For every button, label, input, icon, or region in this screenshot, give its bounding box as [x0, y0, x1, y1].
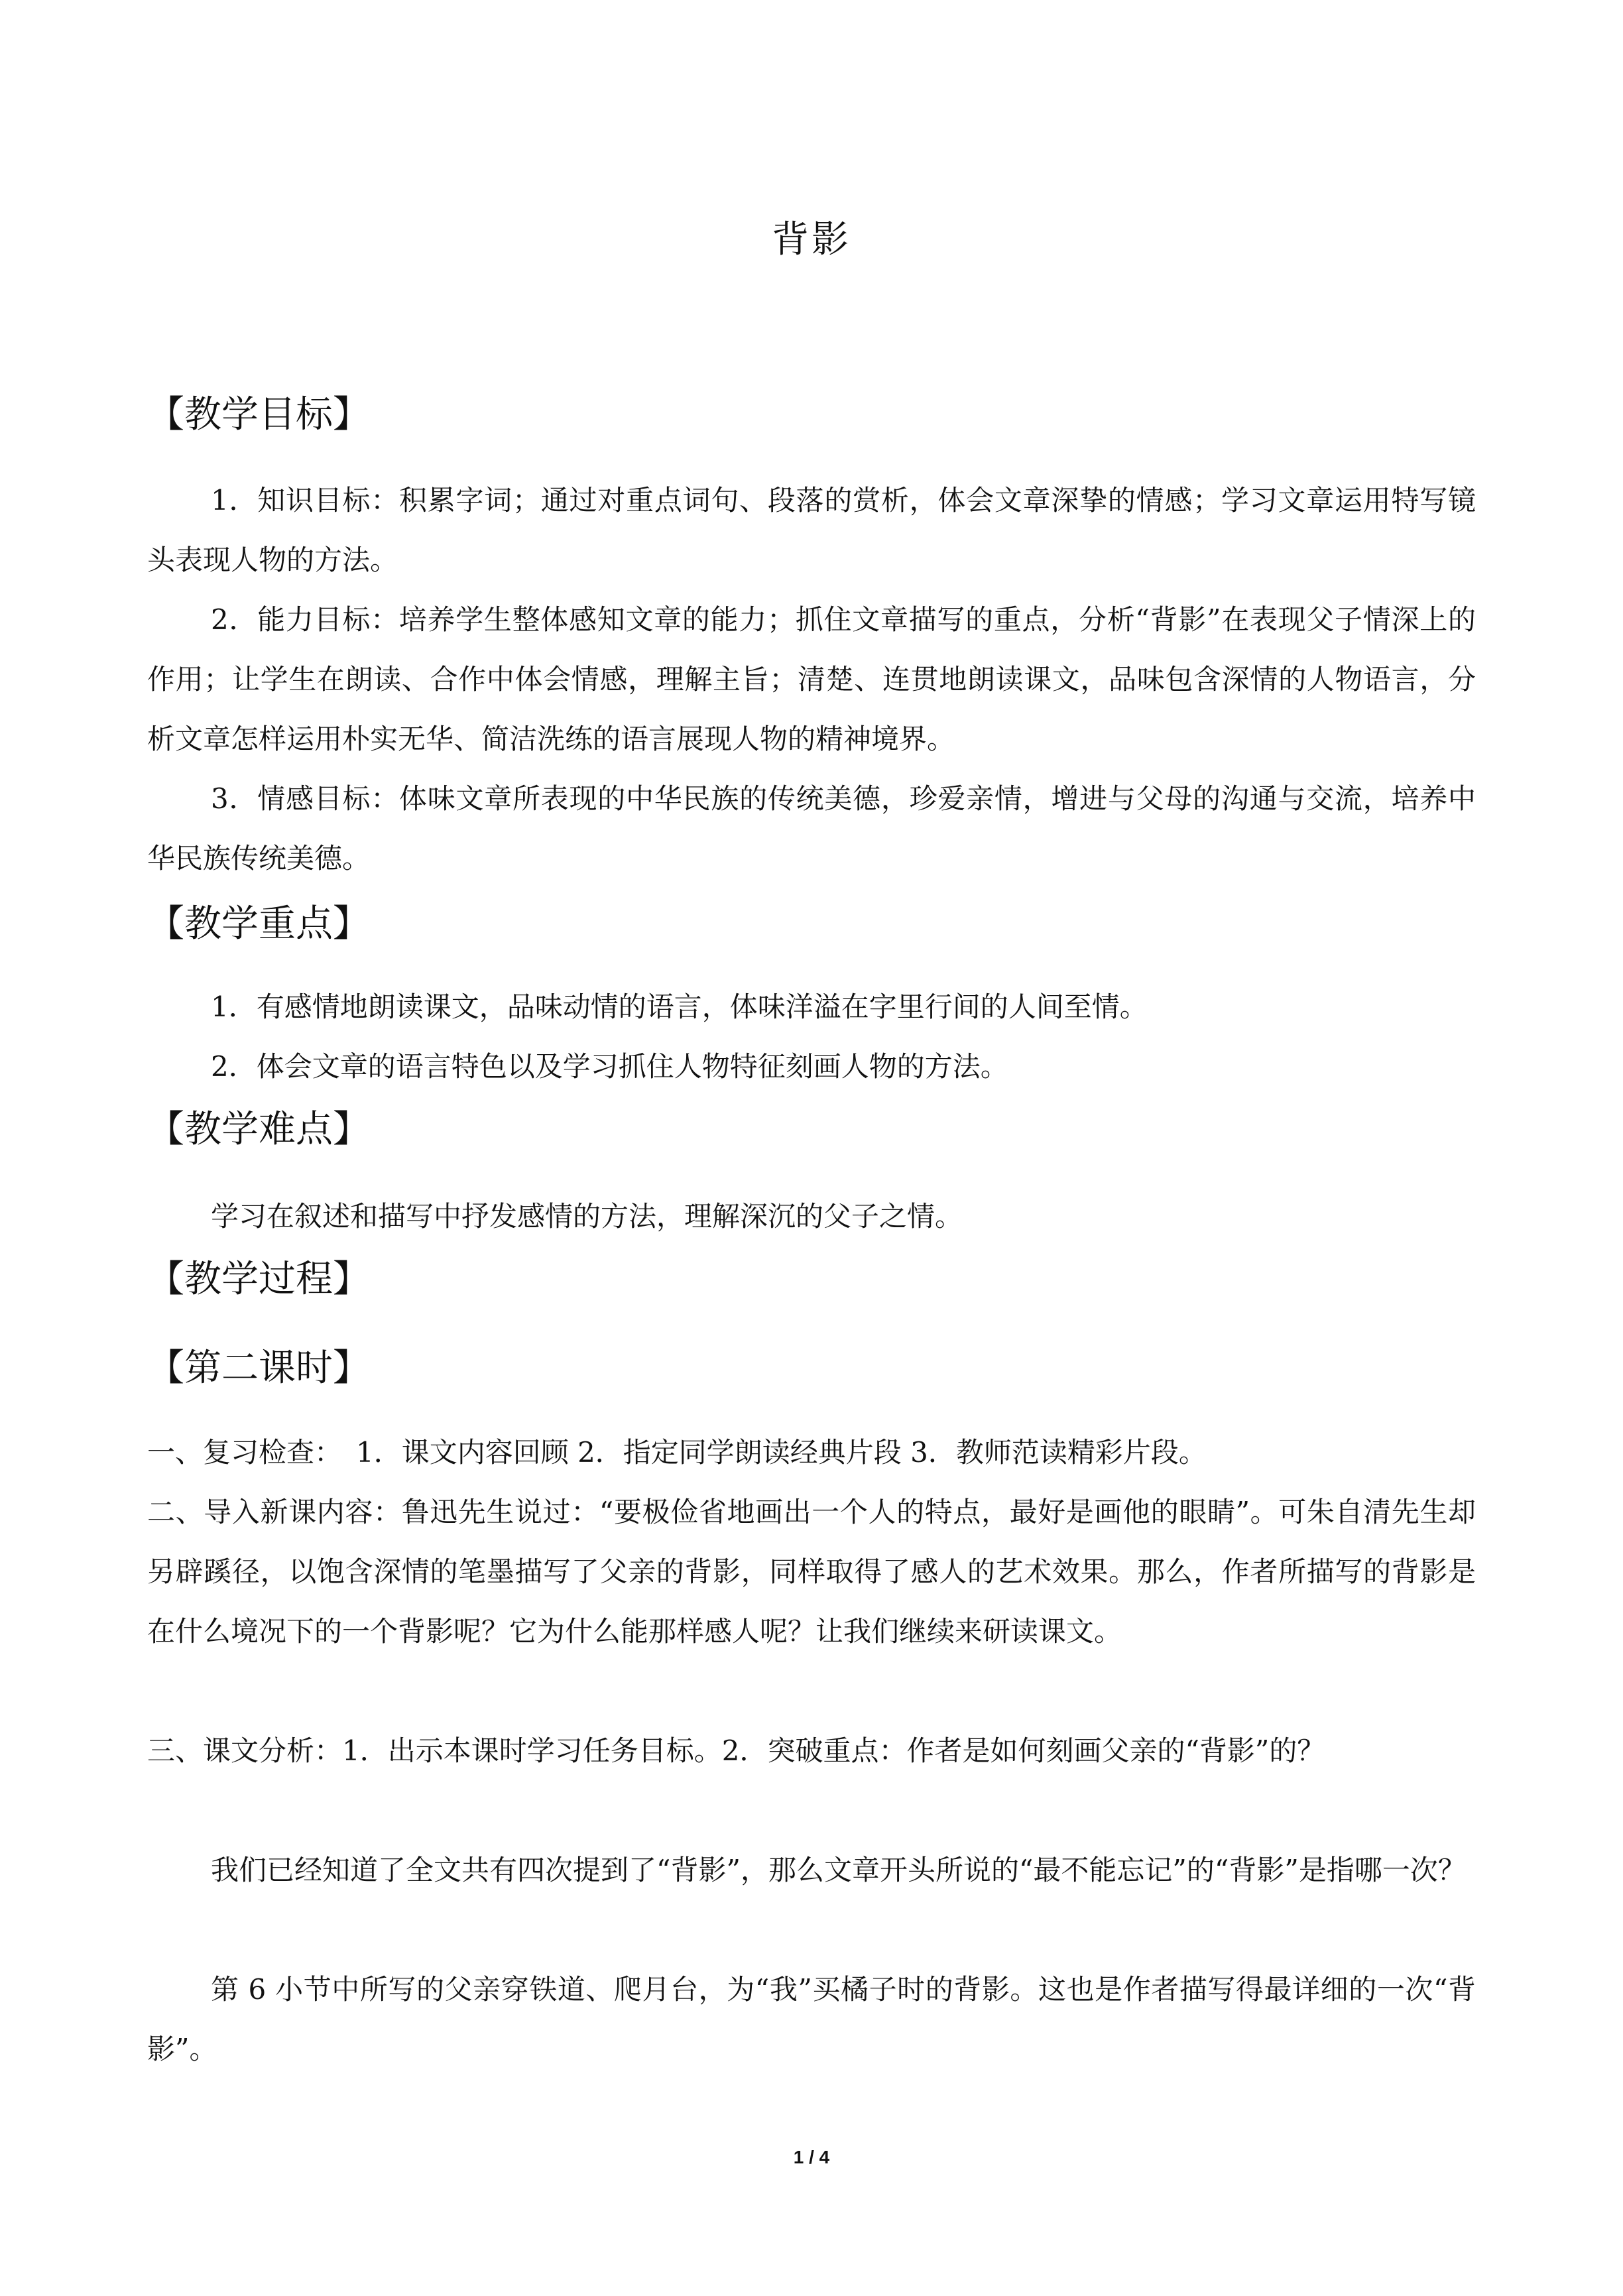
document-title: 背影: [772, 218, 851, 261]
lesson-step-analysis: 三、课文分析：1．出示本课时学习任务目标。2．突破重点：作者是如何刻画父亲的“背影”的？: [147, 1734, 1325, 1767]
section-heading-process: 【教学过程】: [147, 1258, 370, 1301]
section-heading-objectives: 【教学目标】: [147, 393, 370, 436]
section-heading-second-lesson: 【第二课时】: [147, 1347, 370, 1390]
difficulty-text: 学习在叙述和描写中抒发感情的方法，理解深沉的父子之情。: [211, 1200, 963, 1233]
page-number: 1 / 4: [793, 2147, 830, 2167]
section-heading-key-points: 【教学重点】: [147, 902, 370, 945]
objective-item: 1．知识目标：积累字词；通过对重点词句、段落的赏析，体会文章深挚的情感；学习文章运用特写镜头表现人物的方法。: [147, 484, 1476, 576]
objective-item: 3．情感目标：体味文章所表现的中华民族的传统美德，珍爱亲情，增进与父母的沟通与交流，培养中华民族传统美德。: [147, 782, 1476, 875]
section-heading-difficulties: 【教学难点】: [147, 1108, 370, 1151]
objective-item: 2．能力目标：培养学生整体感知文章的能力；抓住文章描写的重点，分析“背影”在表现父子情深上的作用；让学生在朗读、合作中体会情感，理解主旨；清楚、连贯地朗读课文，品味包含深情的人物语言，分析文章怎样运用朴实无华、简洁洗练的语言展现人物的精神境界。: [147, 603, 1476, 755]
key-point-item: 1．有感情地朗读课文，品味动情的语言，体味洋溢在字里行间的人间至情。: [211, 991, 1148, 1023]
key-point-item: 2．体会文章的语言特色以及学习抓住人物特征刻画人物的方法。: [211, 1050, 1008, 1083]
lesson-step-review: 一、复习检查： 1．课文内容回顾 2．指定同学朗读经典片段 3．教师范读精彩片段。: [147, 1436, 1207, 1469]
analysis-paragraph: 我们已经知道了全文共有四次提到了“背影”，那么文章开头所说的“最不能忘记”的“背影”是指哪一次？: [211, 1854, 1466, 1886]
lesson-step-intro: 二、导入新课内容：鲁迅先生说过：“要极俭省地画出一个人的特点，最好是画他的眼睛”。可朱自清先生却另辟蹊径，以饱含深情的笔墨描写了父亲的背影，同样取得了感人的艺术效果。那么，作者所描写的背影是在什么境况下的一个背影呢？它为什么能那样感人呢？让我们继续来研读课文。: [147, 1496, 1476, 1648]
analysis-paragraph: 第 6 小节中所写的父亲穿铁道、爬月台，为“我”买橘子时的背影。这也是作者描写得最详细的一次“背影”。: [147, 1973, 1476, 2065]
